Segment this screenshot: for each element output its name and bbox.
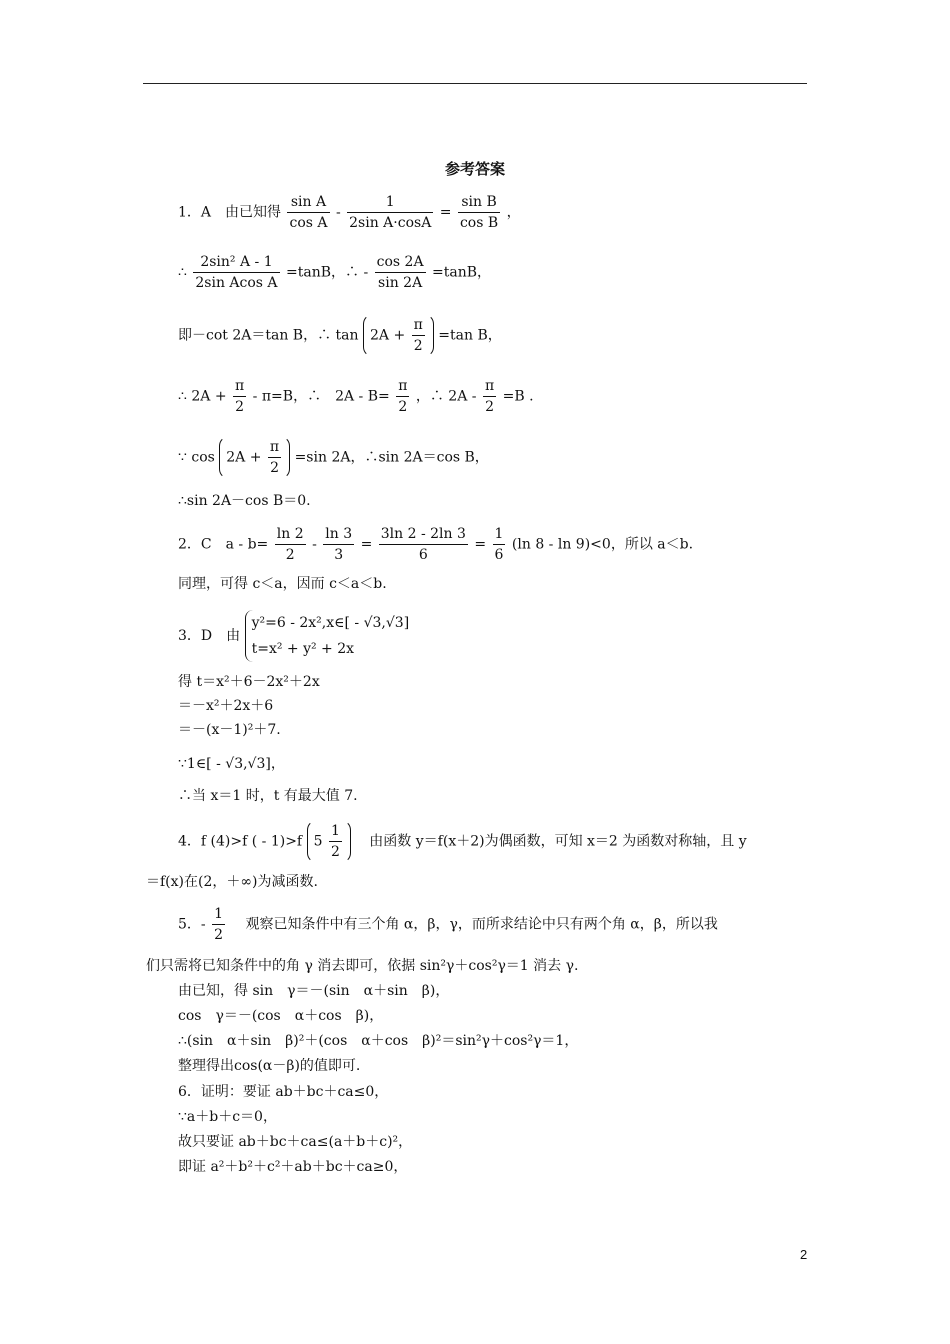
numerator: 1 <box>385 194 395 210</box>
numerator: cos 2A <box>376 254 424 270</box>
denominator: 2 <box>268 457 281 478</box>
numerator: 1 <box>494 526 504 542</box>
text-segment: 观察已知条件中有三个角 α，β，γ，而所求结论中只有两个角 α，β，所以我 <box>231 916 718 933</box>
equation-system <box>245 610 410 662</box>
equation: t=x² + y² + 2x <box>251 641 355 657</box>
text-segment: 由函数 y＝f(x＋2)为偶函数，可知 x＝2 为函数对称轴，且 y <box>355 833 747 850</box>
fraction <box>323 524 354 565</box>
punctuation: ， <box>506 204 521 221</box>
answer-1-line-3 <box>178 314 502 357</box>
answer-2-line-1 <box>178 524 693 565</box>
answer-3-line-3: ＝－x²＋2x＋6 <box>178 698 274 714</box>
answer-4-line-1 <box>178 820 747 863</box>
text-segment: 2．C a - b= <box>178 536 269 553</box>
fraction <box>193 252 279 293</box>
text-segment: 即－cot 2A＝tan B，∴ tan <box>178 327 359 344</box>
answer-5-line-1 <box>178 904 718 945</box>
answer-1-prefix: 1．A 由已知得 <box>178 204 282 221</box>
text-segment: 2A + <box>226 449 262 466</box>
text-segment: 3．D 由 <box>178 628 241 644</box>
numerator: 2sin² A - 1 <box>200 254 273 270</box>
text-segment: (ln 8 - ln 9)<0，所以 a＜b. <box>511 536 694 553</box>
numerator: π <box>413 317 423 333</box>
answer-5-line-2: 们只需将已知条件中的角 γ 消去即可，依据 sin²γ＋cos²γ＝1 消去 γ. <box>146 958 579 974</box>
operator: = <box>474 536 487 553</box>
parenthesized-expression <box>219 436 290 479</box>
denominator: 2 <box>329 841 342 862</box>
answer-1-line-1 <box>178 192 521 233</box>
numerator: π <box>484 378 495 394</box>
denominator: 6 <box>379 544 468 565</box>
text-segment: ∴ 2A + <box>178 388 227 405</box>
answer-5-line-5: ∴(sin α＋sin β)²＋(cos α＋cos β)²＝sin²γ＋cos²γ＝1， <box>178 1033 579 1049</box>
page-title: 参考答案 <box>444 160 505 178</box>
answer-5-line-6: 整理得出cos(α－β)的值即可. <box>178 1058 361 1074</box>
answer-6-line-2: ∵a＋b＋c＝0， <box>178 1109 277 1125</box>
operator: = <box>360 536 373 553</box>
denominator: 2 <box>412 335 425 356</box>
numerator: ln 3 <box>325 526 353 542</box>
numerator: ln 2 <box>276 526 304 542</box>
text-segment: 4．f (4)>f ( - 1)>f <box>178 833 303 850</box>
parenthesized-expression <box>307 820 351 863</box>
denominator: 2 <box>396 396 409 417</box>
answer-2-line-2: 同理，可得 c＜a，因而 c＜a＜b. <box>178 576 387 592</box>
answer-1-line-5 <box>178 436 489 479</box>
operator: = <box>439 204 452 221</box>
fraction <box>493 524 506 565</box>
fraction <box>396 376 409 417</box>
fraction <box>212 904 225 945</box>
fraction <box>275 524 306 565</box>
answer-4-line-2: ＝f(x)在(2，＋∞)为减函数. <box>146 874 318 890</box>
answer-6-line-4: 即证 a²＋b²＋c²＋ab＋bc＋ca≥0， <box>178 1159 408 1175</box>
text-segment: =tan B， <box>438 327 502 344</box>
denominator: 6 <box>493 544 506 565</box>
numerator: 3ln 2 - 2ln 3 <box>380 526 466 542</box>
denominator: 3 <box>323 544 354 565</box>
text-segment: =tanB，∴ - <box>286 264 369 281</box>
fraction <box>287 192 329 233</box>
answer-6-line-3: 故只要证 ab＋bc＋ca≤(a＋b＋c)²， <box>178 1134 413 1150</box>
denominator: cos B <box>458 212 500 233</box>
answer-3-line-6: ∴当 x＝1 时，t 有最大值 7. <box>178 788 358 804</box>
fraction <box>483 376 496 417</box>
denominator: 2 <box>212 924 225 945</box>
denominator: 2 <box>233 396 246 417</box>
answer-6-line-1: 6．证明：要证 ab＋bc＋ca≤0， <box>178 1084 389 1100</box>
fraction <box>379 524 468 565</box>
answer-5-line-4: cos γ＝－(cos α＋cos β)， <box>178 1008 384 1024</box>
header-rule <box>143 83 807 84</box>
therefore-symbol: ∴ <box>178 264 187 281</box>
fraction <box>458 192 500 233</box>
numerator: π <box>269 439 280 455</box>
denominator: 2sin A·cosA <box>347 212 433 233</box>
text-segment: - π=B，∴ 2A - B= <box>252 388 390 405</box>
text-segment: ∵ cos <box>178 449 215 466</box>
answer-1-line-6: ∴sin 2A－cos B＝0. <box>178 493 311 509</box>
whole-number: 5 <box>313 833 323 850</box>
text-segment: 2A + <box>369 327 406 344</box>
parenthesized-expression <box>363 314 434 357</box>
numerator: 1 <box>214 906 224 922</box>
page-number: 2 <box>800 1247 808 1262</box>
operator: - <box>335 204 341 221</box>
text-segment: =tanB， <box>432 264 492 281</box>
fraction <box>347 192 433 233</box>
text-segment: 5．- <box>178 916 206 933</box>
answer-3-line-2: 得 t＝x²＋6－2x²＋2x <box>178 674 320 690</box>
numerator: 1 <box>330 823 340 839</box>
numerator: π <box>398 378 408 394</box>
text-segment: =sin 2A，∴sin 2A＝cos B， <box>294 449 489 466</box>
answer-1-line-2 <box>178 252 491 293</box>
equation: y²=6 - 2x²,x∈[ - √3,√3] <box>251 615 410 631</box>
fraction <box>268 437 281 478</box>
fraction <box>233 376 246 417</box>
text-segment: =B . <box>502 388 534 405</box>
answer-5-line-3: 由已知，得 sin γ＝－(sin α＋sin β)， <box>178 983 450 999</box>
denominator: 2 <box>275 544 306 565</box>
fraction <box>412 315 425 356</box>
answer-3-line-1 <box>178 610 409 662</box>
operator: - <box>312 536 317 553</box>
denominator: 2 <box>483 396 496 417</box>
denominator: sin 2A <box>375 272 426 293</box>
answer-3-line-5: ∵1∈[ - √3,√3]， <box>178 756 285 772</box>
denominator: cos A <box>287 212 329 233</box>
numerator: π <box>235 378 245 394</box>
fraction <box>375 252 426 293</box>
answer-3-line-4: ＝－(x－1)²＋7. <box>178 722 281 738</box>
denominator: 2sin Acos A <box>193 272 279 293</box>
numerator: sin B <box>461 194 497 210</box>
numerator: sin A <box>290 194 327 210</box>
answer-1-line-4 <box>178 376 534 417</box>
text-segment: ，∴ 2A - <box>415 388 477 405</box>
fraction <box>329 821 342 862</box>
